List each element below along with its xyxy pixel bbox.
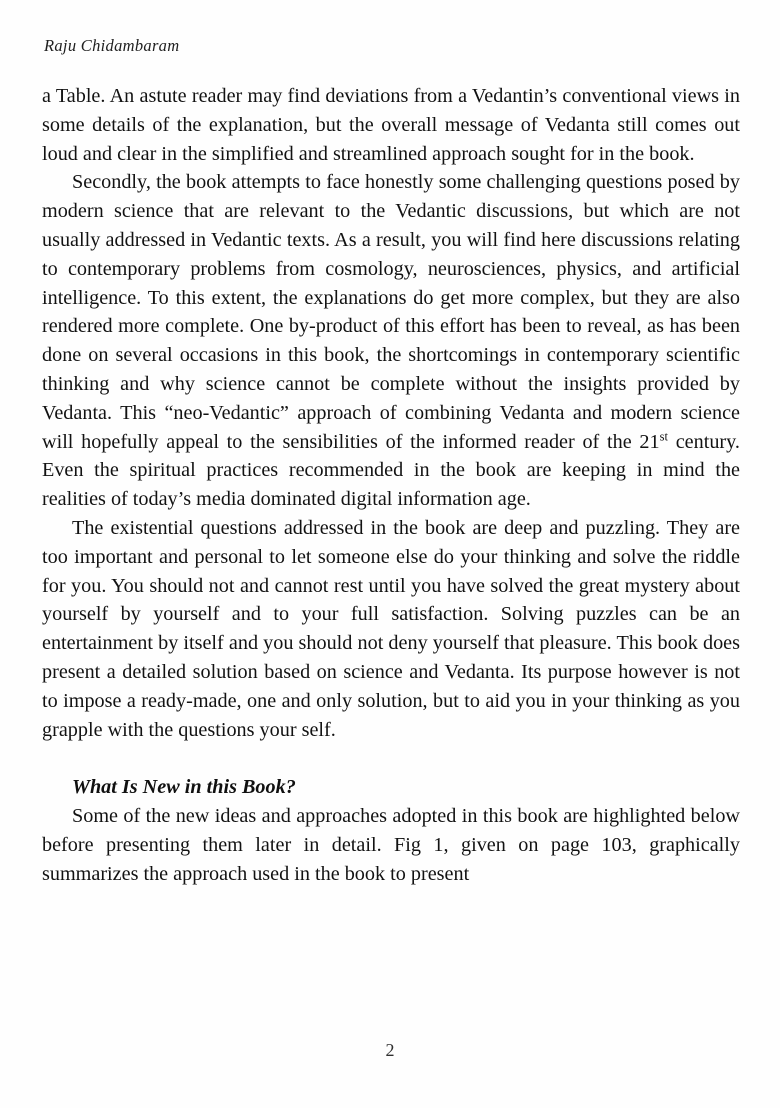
ordinal-suffix-st: st [659, 428, 668, 443]
section-heading-what-is-new: What Is New in this Book? [72, 776, 296, 799]
paragraph-table-continuation: a Table. An astute reader may find deviations from a Vedantin’s conventional views in some details of the explanation, but the overall message of Vedanta still comes out loud and clear in the simplified and streamlined approach sought for in the book. [42, 85, 740, 165]
paragraph-secondly [42, 168, 740, 514]
paragraph-secondly-text-after-ordinal: century. Even the spiritual practices recommended in the book are keeping in mind the realities of today’s media dominated digital information age. [42, 430, 740, 511]
section-spacer [42, 744, 740, 773]
paragraph-existential: The existential questions addressed in the book are deep and puzzling. They are too important and personal to let someone else do your thinking and solve the riddle for you. You should not and cannot rest until you have solved the great mystery about yourself by yourself and to your full satisfaction. Solving puzzles can be an entertainment by itself and you should not deny yourself that pleasure. This book does present a detailed solution based on science and Vedanta. Its purpose however is not to impose a ready-made, one and only solution, but to aid you in your thinking as you grapple with the questions your self. [42, 516, 740, 741]
page-number: 2 [385, 1040, 395, 1060]
running-head: Raju Chidambaram [44, 36, 180, 55]
paragraph-secondly-text-before-ordinal: Secondly, the book attempts to face honestly some challenging questions posed by modern science that are relevant to the Vedantic discussions, but which are not usually addressed in Vedantic texts. As a result, you will find here discussions relating to contemporary problems from cosmology, neurosciences, physics, and artificial intelligence. To this extent, the explanations do get more complex, but they are also rendered more complete. One by-product of this effort has been to reveal, as has been done on several occasions in this book, the shortcomings in contemporary scientific thinking and why science cannot be complete without the insights provided by Vedanta. This “neo-Vedantic” approach of combining Vedanta and modern science will hopefully appeal to the sensibilities of the informed reader of the 21 [42, 171, 740, 453]
body-text-column [42, 82, 740, 888]
paragraph-what-is-new: Some of the new ideas and approaches adopted in this book are highlighted below before presenting them later in detail. Fig 1, given on page 103, graphically summarizes the approach used in the book to present [42, 804, 740, 885]
